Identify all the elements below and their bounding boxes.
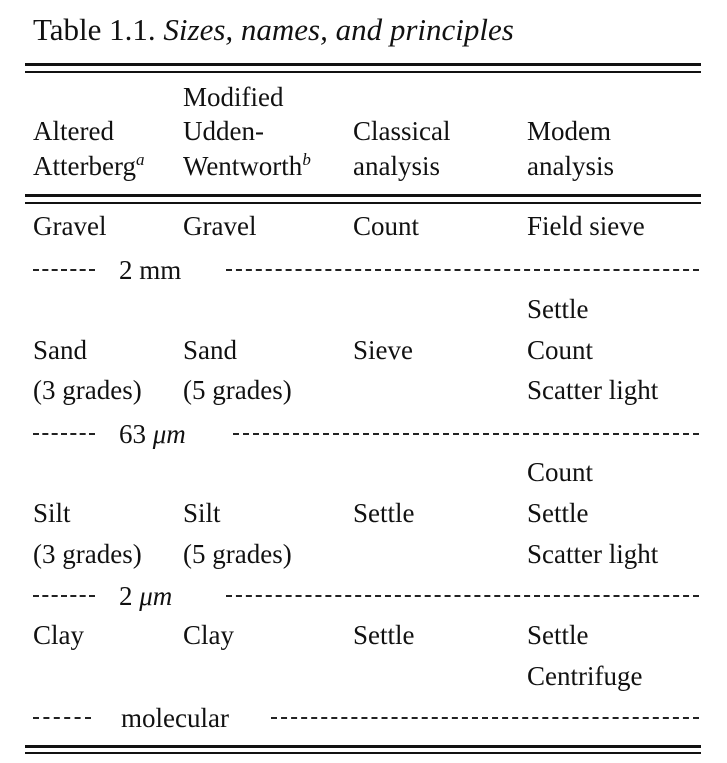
- silt-col4-line1: Count: [527, 457, 594, 487]
- header-col1-line1: Altered: [33, 116, 114, 146]
- bottom-rule: [25, 745, 701, 748]
- sand-col3: Sieve: [353, 335, 413, 365]
- caption-title: Sizes, names, and principles: [163, 12, 514, 47]
- separator-molecular-label: molecular: [121, 703, 229, 733]
- header-col2-line3: Wentworth$^b$: [183, 150, 311, 181]
- silt-col4-line3: Scatter light: [527, 539, 659, 569]
- header-rule: [25, 194, 701, 197]
- sand-col2: Sand: [183, 335, 237, 365]
- dash-right: [233, 433, 699, 435]
- dash-right: [226, 269, 699, 271]
- separator-2mm: [33, 254, 699, 286]
- top-rule: [25, 63, 701, 66]
- gravel-col4: Field sieve: [527, 211, 645, 241]
- gravel-col3: Count: [353, 211, 420, 241]
- clay-col4-line1: Settle: [527, 620, 589, 650]
- separator-63um: [33, 418, 699, 450]
- header-col4-line2: analysis: [527, 151, 614, 181]
- separator-2mm-label: 2 mm: [119, 255, 182, 285]
- footnote-marker-b: b: [302, 150, 311, 169]
- header-col2-line1: Modified: [183, 82, 284, 112]
- silt-col4-line2: Settle: [527, 498, 589, 528]
- dash-left: [33, 595, 95, 597]
- silt-col1: Silt: [33, 498, 71, 528]
- sand-col4-line2: Count: [527, 335, 594, 365]
- caption-label: Table 1.1.: [33, 12, 156, 47]
- sand-col4-line3: Scatter light: [527, 375, 659, 405]
- separator-63um-label: 63 μm: [119, 419, 186, 449]
- header-col3-line2: analysis: [353, 151, 440, 181]
- separator-molecular: [33, 702, 699, 734]
- dash-right: [226, 595, 699, 597]
- dash-left: [33, 269, 95, 271]
- silt-col2-grades: (5 grades): [183, 539, 292, 569]
- header-col2-line2: Udden-: [183, 116, 264, 146]
- sand-col2-grades: (5 grades): [183, 375, 292, 405]
- header-rule-inner: [25, 202, 701, 204]
- table-caption: [33, 12, 514, 48]
- gravel-col1: Gravel: [33, 211, 107, 241]
- dash-left: [33, 433, 95, 435]
- separator-2um-label: 2 μm: [119, 581, 173, 611]
- sand-col4-line1: Settle: [527, 294, 589, 324]
- header-col3-line1: Classical: [353, 116, 451, 146]
- clay-col4-line2: Centrifuge: [527, 661, 643, 691]
- bottom-rule-inner: [25, 752, 701, 754]
- separator-2um: [33, 580, 699, 612]
- clay-col3: Settle: [353, 620, 415, 650]
- silt-col3: Settle: [353, 498, 415, 528]
- dash-left: [33, 717, 91, 719]
- clay-col2: Clay: [183, 620, 234, 650]
- clay-col1: Clay: [33, 620, 84, 650]
- header-col4-line1: Modem: [527, 116, 611, 146]
- sand-col1: Sand: [33, 335, 87, 365]
- silt-col1-grades: (3 grades): [33, 539, 142, 569]
- footnote-marker-a: a: [135, 150, 145, 169]
- dash-right: [271, 717, 699, 719]
- silt-col2: Silt: [183, 498, 221, 528]
- top-rule-inner: [25, 71, 701, 73]
- gravel-col2: Gravel: [183, 211, 257, 241]
- header-col1-line2: Atterberg$^a$: [33, 150, 145, 181]
- sand-col1-grades: (3 grades): [33, 375, 142, 405]
